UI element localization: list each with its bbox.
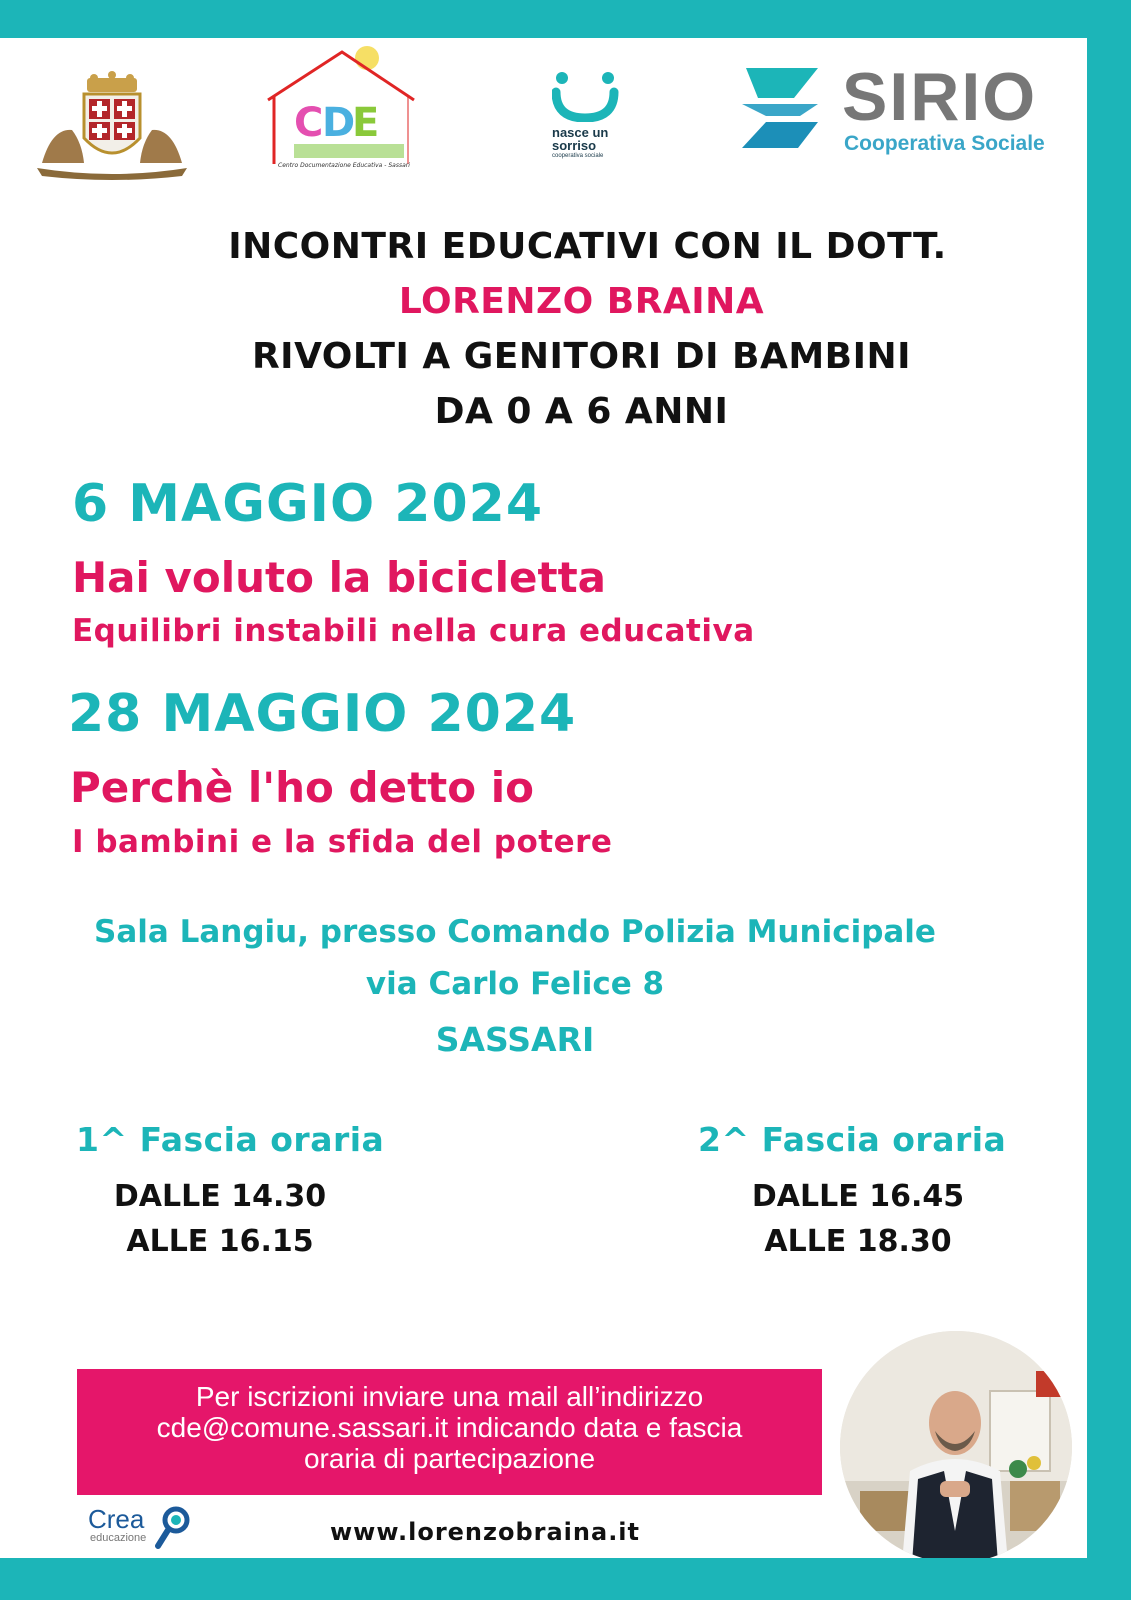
sassari-coat-of-arms-logo (32, 68, 192, 180)
crea-name: Crea (88, 1504, 145, 1534)
slot-2-to: ALLE 18.30 (764, 1224, 952, 1259)
event-1-date: 6 MAGGIO 2024 (72, 474, 544, 534)
svg-text:D: D (322, 100, 356, 146)
nasce-line3: cooperativa sociale (552, 153, 604, 159)
smile-icon (552, 70, 627, 122)
sirio-tagline: Cooperativa Sociale (844, 132, 1045, 155)
svg-text:E: E (352, 100, 380, 146)
speaker-photo (840, 1331, 1072, 1558)
svg-text:C: C (294, 100, 324, 146)
nasce-line2: sorriso (552, 138, 597, 153)
crea-tagline: educazione (90, 1532, 147, 1544)
slot-1-to: ALLE 16.15 (126, 1224, 314, 1259)
magnifier-icon (154, 1506, 194, 1550)
venue-city: SASSARI (435, 1020, 595, 1059)
nasce-un-sorriso-logo (552, 70, 627, 160)
registration-line3: oraria di partecipazione (303, 1443, 596, 1474)
registration-email-line[interactable]: cde@comune.sassari.it indicando data e fascia (156, 1412, 743, 1443)
cde-logo (264, 44, 419, 176)
slot-2-label: 2^ Fascia oraria (698, 1120, 1007, 1159)
event-1-title: Hai voluto la bicicletta (72, 553, 606, 602)
event-2-title: Perchè l'ho detto io (70, 763, 534, 812)
venue-line1: Sala Langiu, presso Comando Polizia Municipale (94, 914, 936, 950)
slot-1-label: 1^ Fascia oraria (76, 1120, 385, 1159)
nasce-line1: nasce un (552, 125, 609, 140)
sirio-s-icon (738, 68, 822, 148)
sirio-name: SIRIO (842, 59, 1038, 135)
speaker-name: LORENZO BRAINA (398, 281, 765, 322)
event-2-date: 28 MAGGIO 2024 (68, 684, 577, 744)
registration-line1: Per iscrizioni inviare una mail all’indirizzo (195, 1381, 704, 1412)
header-line4: DA 0 A 6 ANNI (434, 391, 729, 432)
event-1-subtitle: Equilibri instabili nella cura educativa (72, 613, 755, 649)
slot-2-from: DALLE 16.45 (751, 1179, 965, 1214)
flyer-page (0, 38, 1087, 1558)
website-link[interactable]: www.lorenzobraina.it (330, 1518, 641, 1546)
header-line3: RIVOLTI A GENITORI DI BAMBINI (251, 336, 912, 377)
venue-line2: via Carlo Felice 8 (365, 966, 665, 1002)
registration-banner (77, 1369, 822, 1495)
crea-logo (88, 1504, 208, 1554)
header-line1: INCONTRI EDUCATIVI CON IL DOTT. (228, 226, 947, 267)
sirio-logo (738, 59, 1078, 155)
event-2-subtitle: I bambini e la sfida del potere (72, 824, 613, 860)
slot-1-from: DALLE 14.30 (113, 1179, 327, 1214)
cde-caption: Centro Documentazione Educativa - Sassari (278, 162, 410, 169)
